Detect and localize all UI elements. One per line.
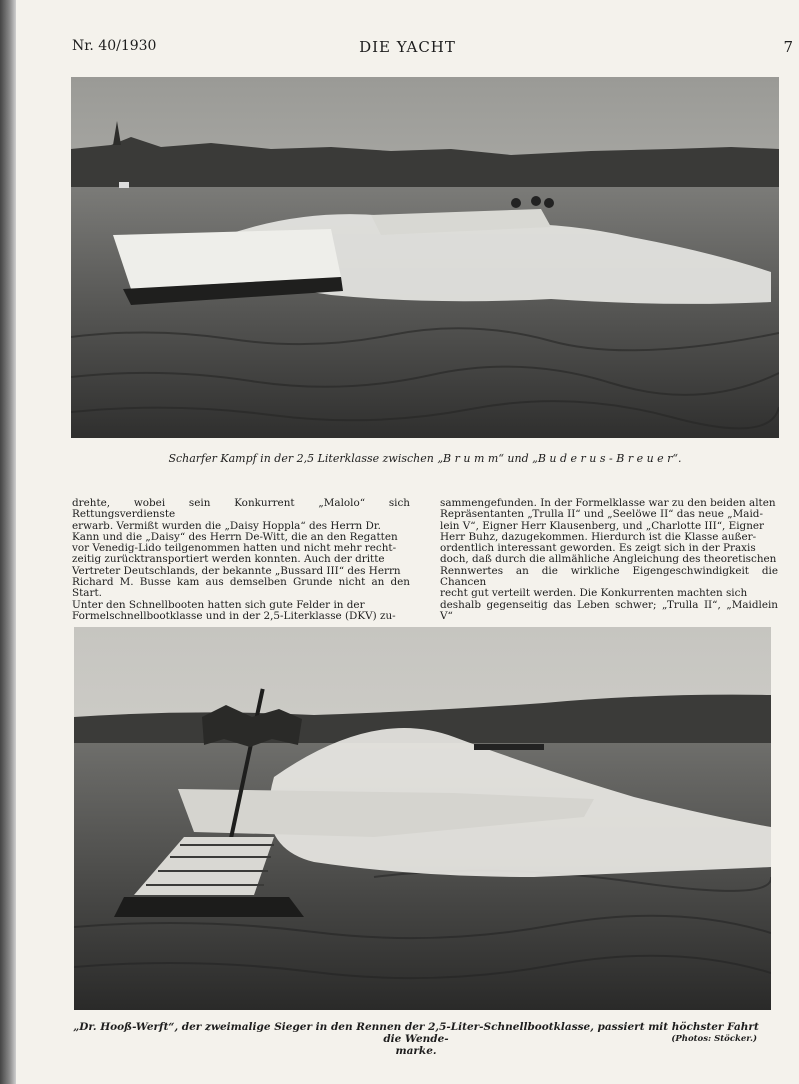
text-line: Unter den Schnellbooten hatten sich gute Felder in der: [72, 598, 365, 611]
text-line: Rennwertes an die wirkliche Eigengeschwindigkeit die Chancen: [440, 564, 778, 589]
photo2-caption-line1: „Dr. Hooß-Werft“, der zweimalige Sieger in den Rennen der 2,5-Liter-Schnellbootklasse, passiert mit höchster Fahrt die Wende-: [73, 1021, 759, 1045]
book-spine: [0, 0, 16, 1084]
article-column-right: [440, 498, 778, 622]
photo-racing-boats-image: [71, 77, 779, 438]
text-line: zeitig zurücktransportiert werden konnten. Auch der dritte: [72, 553, 385, 566]
text-line: Kann und die „Daisy“ des Herrn De-Witt, die an den Regatten: [72, 530, 398, 543]
text-line: Repräsentanten „Trulla II“ und „Seelöwe II“ das neue „Maid-: [440, 508, 763, 521]
text-line: erwarb. Vermißt wurden die „Daisy Hoppla“ des Herrn Dr.: [72, 519, 381, 532]
magazine-page: [16, 0, 799, 1084]
text-line: recht gut verteilt werden. Die Konkurrenten machten sich: [440, 587, 748, 600]
photo2-caption: [71, 1021, 761, 1057]
photo1-caption: Scharfer Kampf in der 2,5 Literklasse zwischen „B r u m m“ und „B u d e r u s - B r e u e r“.: [168, 452, 682, 465]
text-line: Formelschnellbootklasse und in der 2,5-Literklasse (DKV) zu-: [72, 609, 396, 622]
text-line: Vertreter Deutschlands, der bekannte „Bussard III“ des Herrn: [72, 564, 401, 577]
page-number: 7: [783, 38, 793, 56]
text-line: ordentlich interessant geworden. Es zeigt sich in der Praxis: [440, 542, 756, 555]
text-line: lein V“, Eigner Herr Klausenberg, und „Charlotte III“, Eigner: [440, 519, 765, 532]
photo-turning-mark: [74, 627, 771, 1010]
text-line: doch, daß durch die allmähliche Angleichung des theoretischen: [440, 553, 777, 566]
photo-credit: (Photos: Stöcker.): [671, 1034, 757, 1044]
photo-racing-boats: [71, 77, 779, 438]
article-column-left: [72, 498, 410, 622]
magazine-title: DIE YACHT: [359, 38, 456, 56]
text-line: vor Venedig-Lido teilgenommen hatten und nicht mehr recht-: [72, 542, 397, 555]
photo-turning-mark-image: [74, 627, 771, 1010]
text-line: drehte, wobei sein Konkurrent „Malolo“ sich Rettungsverdienste: [72, 497, 410, 521]
text-line: Richard M. Busse kam aus demselben Grunde nicht an den Start.: [72, 576, 410, 600]
photo2-caption-line2: marke.: [395, 1045, 437, 1057]
issue-number: Nr. 40/1930: [72, 38, 157, 54]
text-line: deshalb gegenseitig das Leben schwer; „Trulla II“, „Maidlein V“: [440, 598, 778, 622]
text-line: sammengefunden. In der Formelklasse war zu den beiden alten: [440, 497, 776, 509]
text-line: Herr Buhz, dazugekommen. Hierdurch ist die Klasse außer-: [440, 530, 757, 543]
